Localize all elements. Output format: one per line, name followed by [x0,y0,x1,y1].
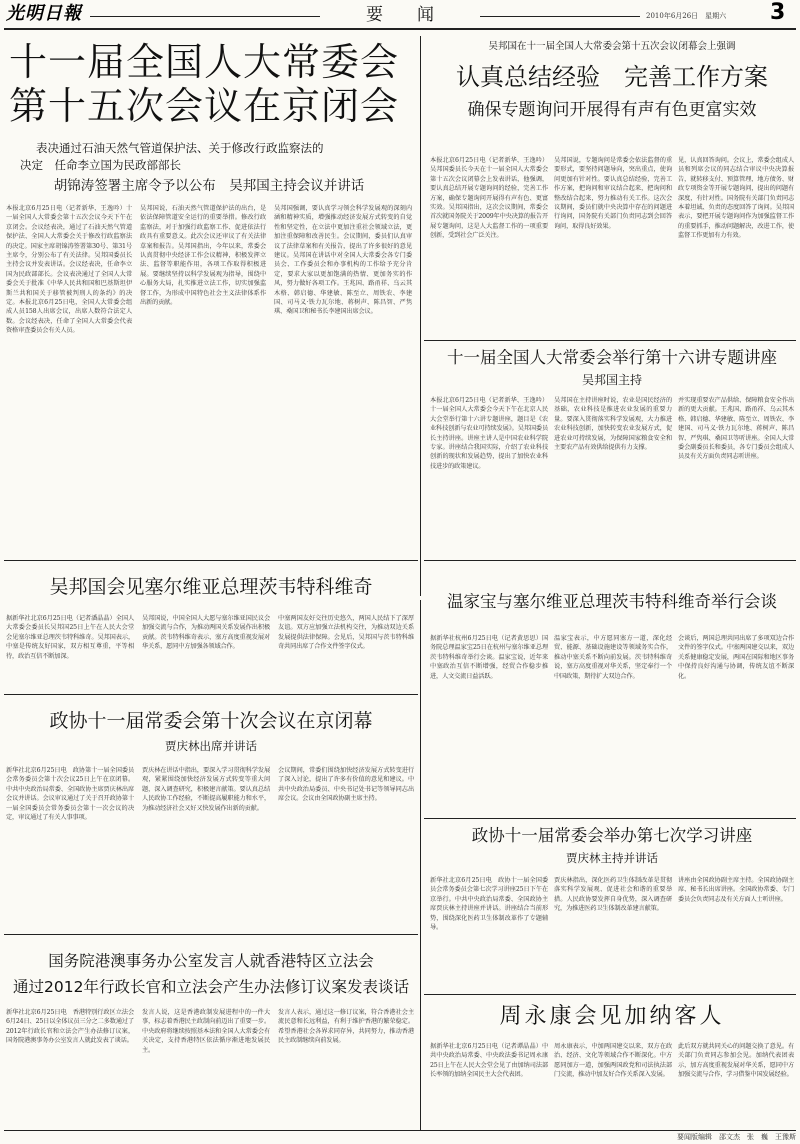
a8-col1: 据新华社北京6月25日电（记者谭晶晶）中共中央政治局常委、中央政法委书记周永康25日上午在人民大会堂会见了由加纳司法部长率领的加纳全国民主大会代表团。 [430,1043,548,1079]
a8-col2: 周永康表示，中加两国建交以来，双方在政治、经济、文化等领域合作不断深化。中方愿同加方一道，加强两国政党和司法执法部门交流，推动中加友好合作关系深入发展。 [554,1043,672,1079]
a5-col3: 会谈后，两国总理共同出席了多项双边合作文件的签字仪式。中塞两国建交以来，双边关系健康稳定发展，两国在国际和地区事务中保持良好沟通与协调，传统友谊不断深化。 [678,635,794,680]
a2-title: 认真总结经验 完善工作方案 [456,63,768,91]
page-footer: 要闻版编辑 邵文杰 张 巍 王豫斯 [677,1133,796,1141]
a2-subtitle: 确保专题询问开展得有声有色更富实效 [467,100,757,120]
a6-col1: 新华社北京6月25日电 政协第十一届全国委员会常务委员会第十次会议25日上午在京闭幕。中共中央政治局常委、全国政协主席贾庆林出席会议并讲话。会议审议通过了关于召开政协第十一届全国委员会常务委员会第十一次会议的决定，审议通过了有关人事事项。 [6,767,134,822]
a5-title: 温家宝与塞尔维亚总理茨韦特科维奇举行会谈 [447,592,777,611]
a4-col3: 中塞两国友好交往历史悠久，两国人民结下了深厚友谊。双方应加强立法机构交往，为推动双边关系发展提供法律保障。会见后，吴邦国与茨韦特科维奇共同出席了合作文件签字仪式。 [278,615,414,651]
a1-title: 十一届全国人大常委会 第十五次会议在京闭会 [8,40,399,128]
masthead-logo: 光明日報 [6,3,82,24]
a4-title: 吴邦国会见塞尔维亚总理茨韦特科维奇 [49,576,373,598]
a7-col2: 贾庆林指出，深化医药卫生体制改革是贯彻落实科学发展观、促进社会和谐的重要举措。人民政协要发挥自身优势，深入调查研究，为推进医药卫生体制改革建言献策。 [554,877,672,913]
a3-col1: 本报北京6月25日电（记者新华、王逸吟）十一届全国人大常委会今天下午在北京人民大会堂举行第十六讲专题讲座，题目是《农业科技创新与农业可持续发展》。吴邦国委员长主持讲座。讲座主讲人是中国农业科学院专家。讲座结合我国实际，介绍了农业科技创新的现状和发展趋势，提出了加快农业科技进步的政策建议。 [430,397,548,470]
a4-col1: 据新华社北京6月25日电（记者潘晶晶）全国人大常委会委员长吴邦国25日上午在人民大会堂会见塞尔维亚总理茨韦特科维奇。吴邦国表示，中塞是传统友好国家，双方相互尊重，平等相待，政治互信不断加深。 [6,615,134,660]
a9-col2: 发言人说，这是香港政制发展进程中的一件大事，标志着香港民主政制向前迈出了重要一步。中央政府将继续按照基本法和全国人大常委会有关决定，支持香港特区依法循序渐进地发展民主。 [142,1009,270,1054]
a3-col2: 吴邦国在主持讲座时说，农业是国民经济的基础，农业科技是推进农业发展的重要力量。要深入贯彻落实科学发展观，大力推进农业科技创新，加快转变农业发展方式，促进农业可持续发展，为保障国家粮食安全和主要农产品有效供给提供有力支撑。 [554,397,672,452]
a5-col1: 据新华社杭州6月25日电（记者黄思思）国务院总理温家宝25日在杭州与塞尔维亚总理茨韦特科维奇举行会谈。温家宝说，近年来中塞政治互信不断增强，经贸合作稳步推进，人文交流日益活跃。 [430,635,548,680]
a1-subtitle: 胡锦涛签署主席令予以公布 吴邦国主持会议并讲话 [53,178,365,194]
page-number: 3 [770,0,786,25]
issue-date: 2010年6月26日 星期六 [646,12,727,20]
a1-col1: 本报北京6月25日电（记者新华、王逸吟）十一届全国人大常委会第十五次会议今天下午在京闭会。会议经表决，通过了石油天然气管道保护法、全国人大常委会关于修改行政监察法的决定。国家主席胡锦涛签署第30号、第31号主席令，分别公布了有关法律。吴邦国委员长主持会议并发表讲话。会议经表决，任命李立国为民政部部长。会议表决通过了全国人大常委会关于批准《中华人民共和国和巴基斯坦伊斯兰共和国关于移管被判刑人的条约》的决定。本报北京6月25日电，全国人大常委会组成人员158人出席会议，出席人数符合法定人数。会议经表决，任命了全国人大常委会代表资格审查委员会有关人员。 [6,205,132,335]
a1-col3: 吴邦国强调，要认真学习领会科学发展观的深刻内涵和精神实质，增强推动经济发展方式转变的自觉性和坚定性，在立法中更加注重社会领域立法，更加注重保障和改善民生。会议期间，委员们认真审议了法律草案和有关报告，提出了许多很好的意见建议。吴邦国在讲话中对全国人大常委会各专门委员会、工作委员会和办事机构的工作给予充分肯定，要求大家以更加饱满的热情、更加务实的作风，努力做好各项工作。王兆国、路甬祥、乌云其木格、韩启德、华建敏、陈至立、周铁农、李建国、司马义·铁力瓦尔地、蒋树声、陈昌智、严隽琪、桑国卫和秘书长李建国出席会议。 [274,205,412,316]
a1-deck: 表决通过石油天然气管道保护法、关于修改行政监察法的 决定 任命李立国为民政部部长 [20,141,324,172]
a8-col3: 此后双方就共同关心的问题交换了意见。有关部门负责同志参加会见。加纳代表团表示，加方高度重视发展对华关系，愿同中方加强交流与合作，学习借鉴中国发展经验。 [678,1043,794,1079]
a8-title: 周永康会见加纳客人 [499,1004,725,1029]
a5-col2: 温家宝表示，中方愿同塞方一道，深化经贸、能源、基础设施建设等领域务实合作，推动中塞关系不断向前发展。茨韦特科维奇说，塞方高度重视对华关系，坚定奉行一个中国政策，期待扩大双边合作。 [554,635,672,680]
a2-col3: 见，认真回答询问。会议上，常委会组成人员和列席会议的同志结合审议中央决算报告，就转移支付、预算管理、地方债务、财政专项资金等开展专题询问，提出的问题有深度，有针对性。国务院有关部门负责同志本着坦诚、负责的态度回答了询问。吴邦国表示，要把开展专题询问作为加强监督工作的重要抓手，推动问题解决，改进工作，使监督工作更加有力有效。 [678,157,794,240]
a6-col3: 会议期间，常委们围绕加快经济发展方式转变进行了深入讨论，提出了许多有价值的意见和建议。中共中央政治局委员、中央书记处书记等领导同志出席会议。会议由全国政协副主席主持。 [278,767,414,803]
a7-title: 政协十一届常委会举办第七次学习讲座 [471,826,753,845]
a2-col2: 吴邦国说，专题询问是常委会依法监督的重要形式，要坚持问题导向，突出重点，使询问更加有针对性。要认真总结经验，完善工作方案，把询问和审议结合起来，把询问和整改结合起来，努力推动有关工作。这次会议期间，委员们就中央决算中存在的问题进行询问，国务院有关部门负责同志到会回答询问，取得良好效果。 [554,157,672,230]
a3-col3: 并实现重要农产品供给、保障粮食安全作出新的更大贡献。王兆国、路甬祥、乌云其木格、韩启德、华建敏、陈至立、周铁农、李建国、司马义·铁力瓦尔地、蒋树声、陈昌智、严隽琪、桑国卫等听讲座。全国人大常委会副委员长和委员，各专门委员会组成人员及有关方面负责同志听讲座。 [678,397,794,461]
a6-subtitle: 贾庆林出席并讲话 [165,739,257,753]
a2-kicker: 吴邦国在十一届全国人大常委会第十五次会议闭幕会上强调 [488,41,736,52]
a3-title: 十一届全国人大常委会举行第十六讲专题讲座 [447,348,777,367]
masthead-rule [4,28,796,30]
a4-col2: 吴邦国说，中国全国人大愿与塞尔维亚国民议会加强交流与合作，为推动两国关系发展作出积极贡献。茨韦特科维奇表示，塞方高度重视发展对华关系，愿同中方加强各领域合作。 [142,615,270,651]
a7-subtitle: 贾庆林主持并讲话 [566,851,658,865]
a9-col3: 发言人表示，通过这一修订议案，符合香港社会主流民意和长远利益，有利于维护香港的繁荣稳定。希望香港社会各界求同存异，共同努力，推动香港民主政制继续向前发展。 [278,1009,414,1045]
a3-subtitle: 吴邦国主持 [581,373,642,387]
a7-col3: 讲座由全国政协副主席主持。全国政协副主席、秘书长出席讲座。全国政协常委、专门委员会负责同志及有关方面人士听讲座。 [678,877,794,903]
section-name: 要 闻 [366,5,434,25]
a6-col2: 贾庆林在讲话中指出，要深入学习贯彻科学发展观，紧紧围绕加快经济发展方式转变等重大问题，深入调查研究，积极建言献策。要认真总结人民政协工作经验，不断提高履职能力和水平，为推动经济社会又好又快发展作出新的贡献。 [142,767,270,812]
a1-col2: 吴邦国说，石油天然气管道保护法的出台，是依法保障管道安全运行的重要举措。修改行政监察法，对于加强行政监察工作、促进依法行政具有重要意义。此次会议还审议了有关法律草案和报告。吴邦国指出，今年以来，常委会认真贯彻中央经济工作会议精神，积极发挥立法、监督等职能作用，各项工作取得积极进展。要继续坚持以科学发展观为指导，围绕中心服务大局，扎实推进立法工作，切实加强监督工作，为形成中国特色社会主义法律体系作出新的贡献。 [140,205,266,307]
a9-col1: 新华社北京6月25日电 香港特别行政区立法会6月24日、25日以全体议员三分之二多数通过了2012年行政长官和立法会产生办法修订议案，国务院港澳事务办公室发言人就此发表了谈话。 [6,1009,134,1045]
a7-col1: 新华社北京6月25日电 政协十一届全国委员会常务委员会第七次学习讲座25日下午在京举行。中共中央政治局常委、全国政协主席贾庆林主持讲座并讲话。讲座结合当前形势，围绕深化医药卫生体制改革作了专题辅导。 [430,877,548,932]
a9-title: 国务院港澳事务办公室发言人就香港特区立法会 通过2012年行政长官和立法会产生办法修订议案发表谈话 [13,952,409,996]
a2-col1: 本报北京6月25日电（记者新华、王逸吟）吴邦国委员长今天在十一届全国人大常委会第十五次会议闭幕会上发表讲话，他强调，要认真总结开展专题询问的经验，完善工作方案，确保专题询问开展得有声有色、更富实效。吴邦国指出，这次会议期间，常委会首次就国务院关于2009年中央决算的报告开展专题询问，这是人大监督工作的一项重要创新，受到社会广泛关注。 [430,157,548,240]
a6-title: 政协十一届常委会第十次会议在京闭幕 [49,710,373,732]
